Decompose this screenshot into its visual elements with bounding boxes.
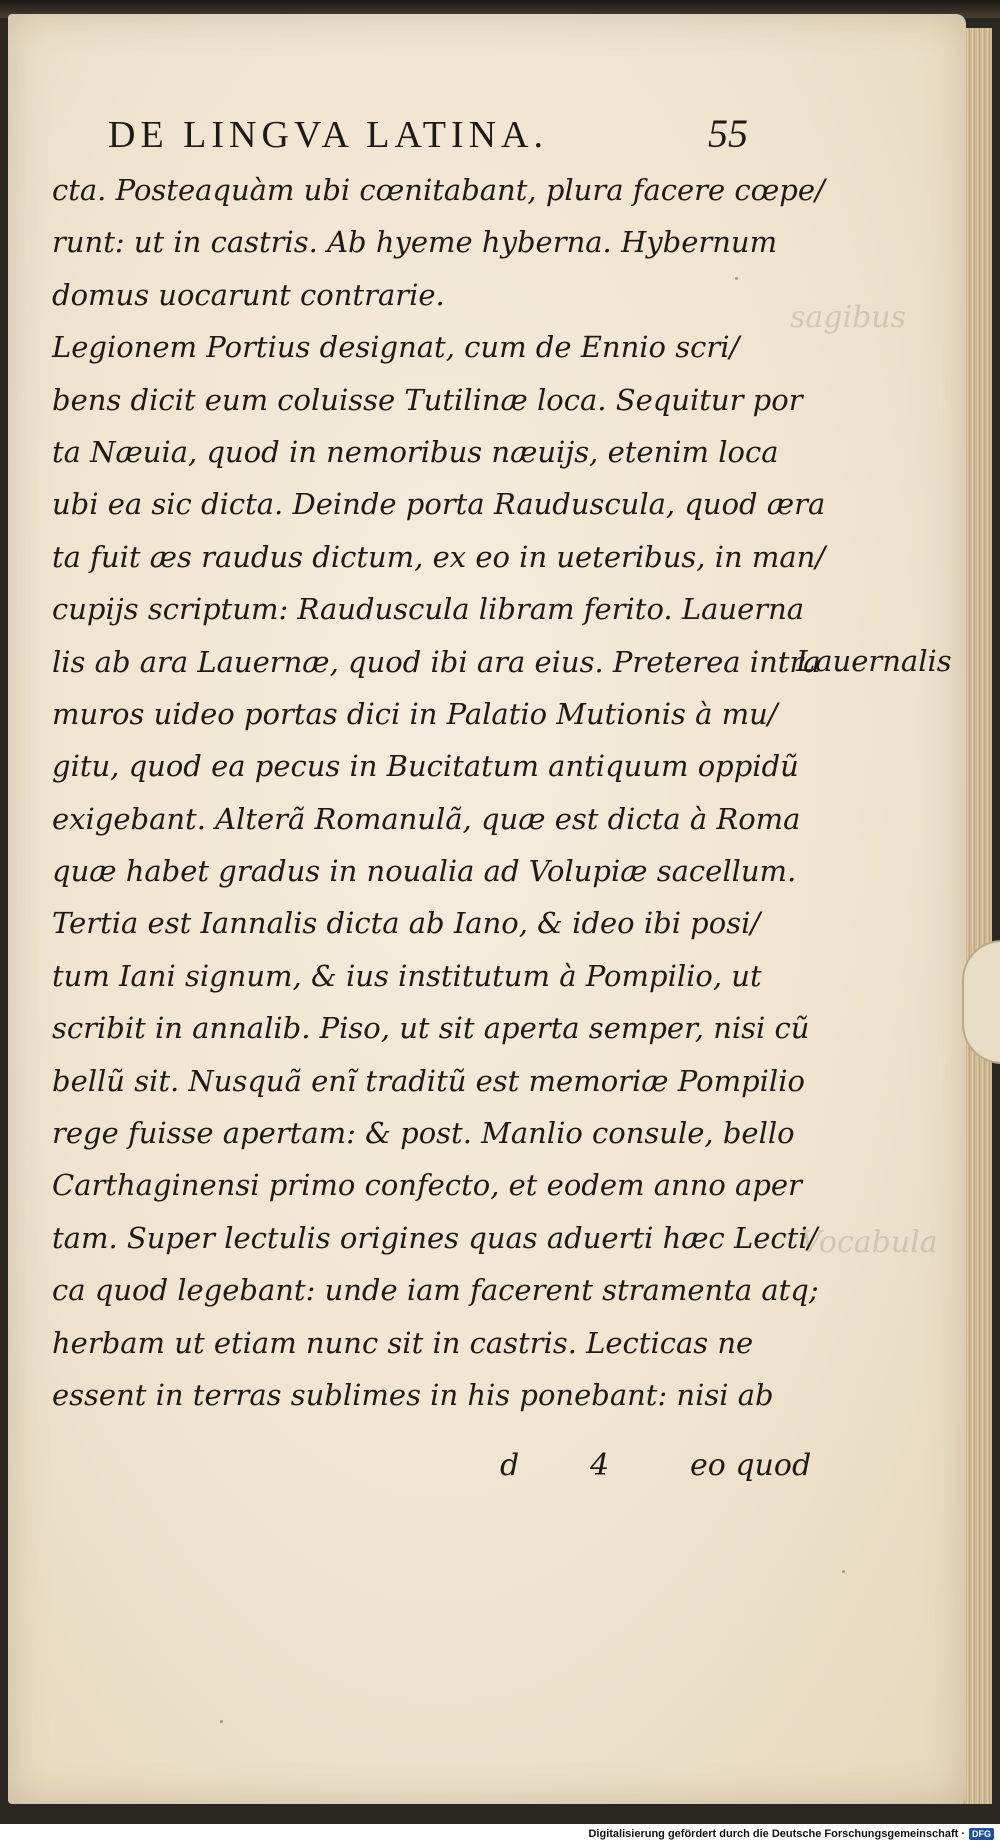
signature-number: 4 [590,1448,610,1483]
paper-speck [842,1570,845,1573]
marginal-note: Lauernalis [796,644,952,678]
text-line: quæ habet gradus in noualia ad Volupiæ sacellum. [52,854,797,889]
show-through-text: sagibus [790,300,907,335]
text-line: Tertia est Iannalis dicta ab Iano, & ideo ibi posi/ [52,906,761,941]
body-text [52,164,826,1421]
text-line: runt: ut in castris. Ab hyeme hyberna. Hybernum [52,225,778,260]
signature-line [500,1448,820,1498]
text-line: herbam ut etiam nunc sit in castris. Lecticas ne [52,1325,754,1360]
signature-mark: d [500,1448,520,1483]
dfg-logo: DFG [969,1828,994,1840]
text-line: Carthaginensi primo confecto, et eodem anno aper [52,1168,802,1203]
page-number: 55 [708,111,748,156]
running-head: DE LINGVA LATINA. [108,114,548,156]
text-line: bellũ sit. Nusquã enĩ traditũ est memoriæ Pompilio [52,1063,805,1098]
catchword: eo quod [690,1448,812,1483]
text-line: muros uideo portas dici in Palatio Mutionis à mu/ [52,696,778,731]
text-line: ta Næuia, quod in nemoribus næuijs, etenim loca [52,434,779,469]
text-line: essent in terras sublimes in his ponebant: nisi ab [52,1377,774,1412]
text-line: gitu, quod ea pecus in Bucitatum antiquum oppidũ [52,749,799,784]
page-tab [962,940,1000,1064]
text-line: ta fuit æs raudus dictum, ex eo in ueteribus, in man/ [52,539,826,574]
funding-credit: Digitalisierung gefördert durch die Deutsche Forschungsgemeinschaft · [588,1828,965,1840]
text-line: cupijs scriptum: Rauduscula libram ferito. Lauerna [52,592,805,627]
text-line: bens dicit eum coluisse Tutilinæ loca. Sequitur por [52,382,803,417]
text-line: tum Iani signum, & ius institutum à Pompilio, ut [52,958,762,993]
text-line: scribit in annalib. Piso, ut sit aperta semper, nisi cũ [52,1011,810,1046]
page-header [108,110,748,160]
text-line: Legionem Portius designat, cum de Ennio scri/ [52,330,740,365]
paper-speck [220,1720,223,1723]
text-line: lis ab ara Lauernæ, quod ibi ara eius. Preterea intra [52,644,821,679]
text-line: cta. Posteaquàm ubi cœnitabant, plura facere cœpe/ [52,173,825,207]
digitization-footer [0,1824,1000,1844]
show-through-text: Vocabula [800,1225,938,1260]
text-line: exigebant. Alterã Romanulã, quæ est dicta à Roma [52,801,801,836]
text-line: domus uocarunt contrarie. [52,277,445,312]
text-line: tam. Super lectulis origines quas aduerti hæc Lecti/ [52,1220,818,1255]
text-line: ca quod legebant: unde iam facerent stramenta atq; [52,1273,819,1308]
text-line: ubi ea sic dicta. Deinde porta Rauduscula, quod æra [52,487,826,522]
text-line: rege fuisse apertam: & post. Manlio consule, bello [52,1116,795,1151]
